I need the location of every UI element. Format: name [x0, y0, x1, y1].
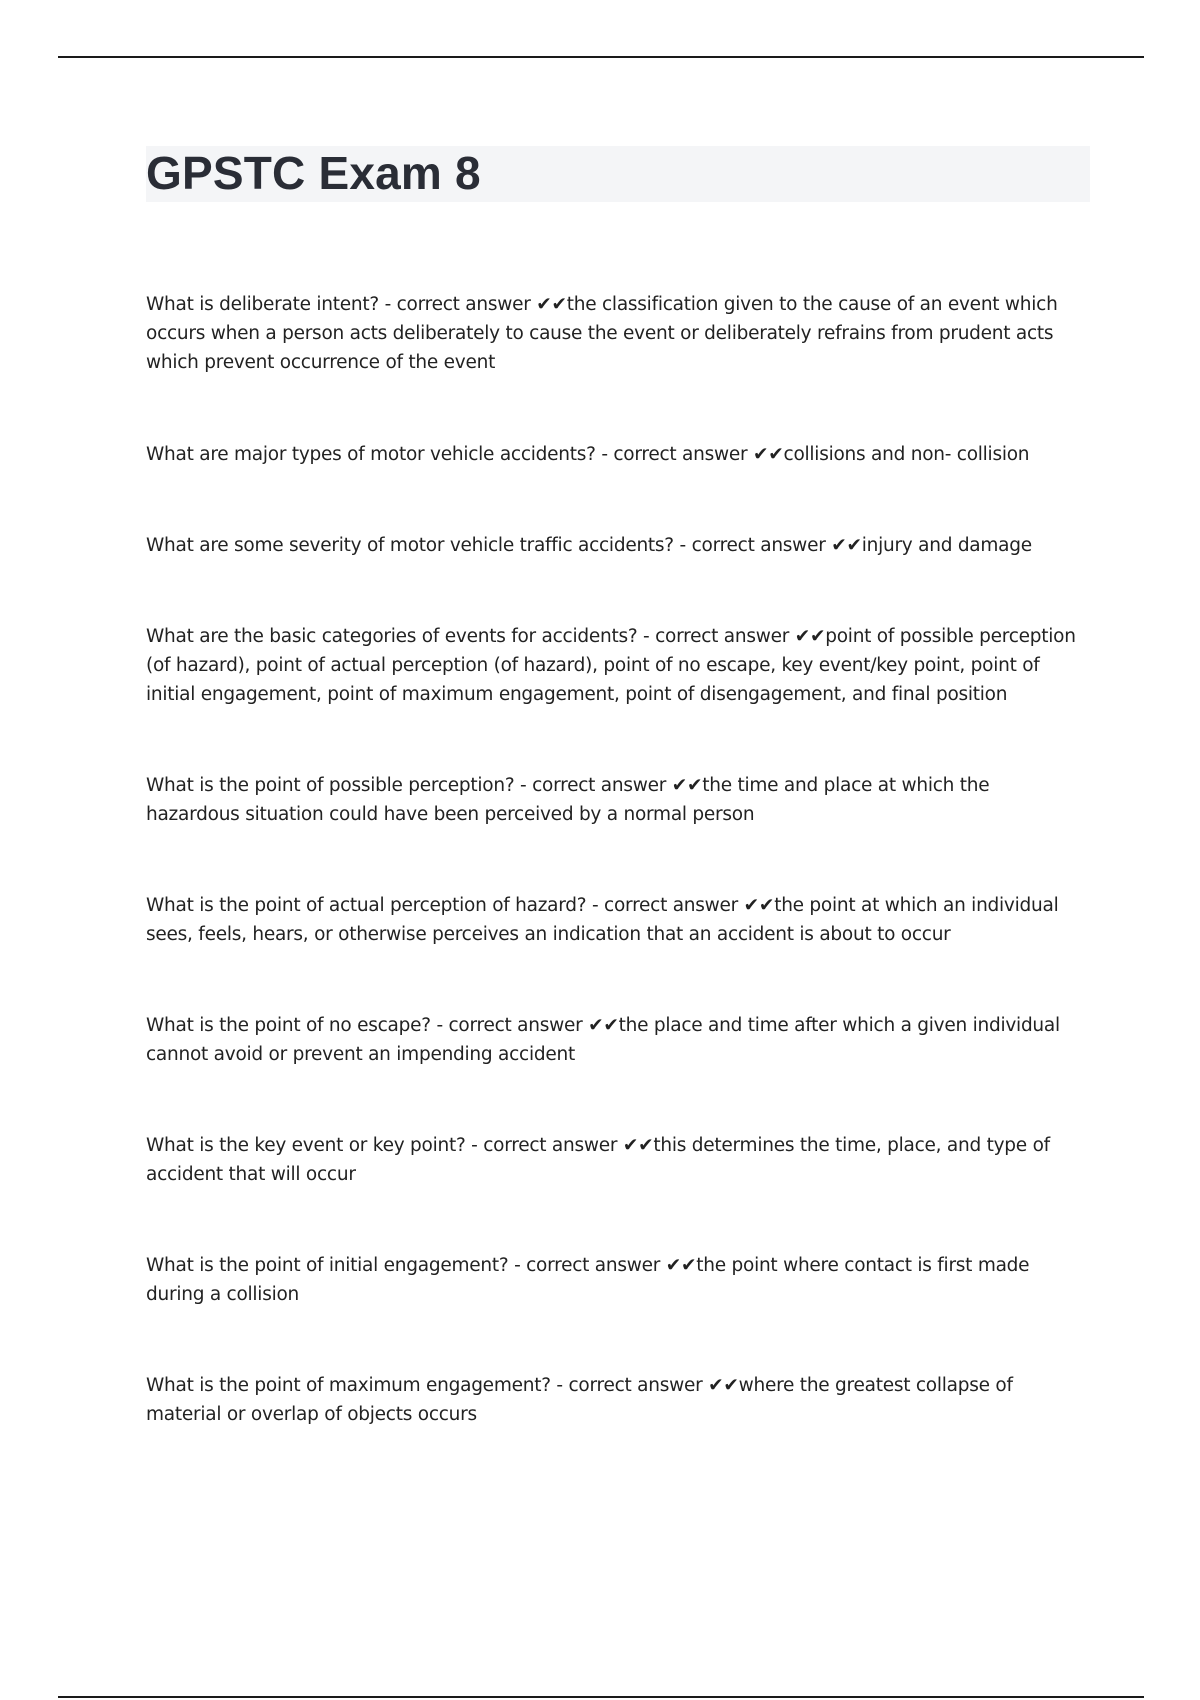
- qa-item: [146, 1131, 1086, 1189]
- separator: -: [586, 895, 605, 916]
- check-marks-icon: ✔✔: [665, 1255, 697, 1276]
- page-title: GPSTC Exam 8: [146, 147, 481, 199]
- qa-item: [146, 1371, 1086, 1429]
- qa-item: [146, 771, 1086, 829]
- qa-item: [146, 440, 1086, 469]
- answer-label: correct answer: [568, 1375, 703, 1396]
- answer-text: collisions and non- collision: [783, 444, 1030, 465]
- answer-text: injury and damage: [861, 535, 1032, 556]
- check-marks-icon: ✔✔: [831, 535, 862, 556]
- answer-text: the time and place at which the hazardous situation could have been perceived by a normal person: [146, 775, 990, 825]
- separator: -: [673, 535, 692, 556]
- question-text: What are some severity of motor vehicle traffic accidents?: [146, 535, 674, 556]
- separator: -: [430, 1015, 449, 1036]
- check-marks-icon: ✔✔: [588, 1015, 619, 1036]
- answer-text: point of possible perception (of hazard), point of actual perception (of hazard), point of no escape, key event/key point, point of initial engagement, point of maximum engagement, point of disengagement, and final position: [146, 626, 1076, 705]
- answer-label: correct answer: [532, 775, 667, 796]
- check-marks-icon: ✔✔: [753, 444, 784, 465]
- answer-text: the point at which an individual sees, feels, hears, or otherwise perceives an indication that an accident is about to occur: [146, 895, 1059, 945]
- question-text: What is the point of possible perception?: [146, 775, 515, 796]
- check-marks-icon: ✔✔: [743, 895, 775, 916]
- question-text: What is deliberate intent?: [146, 294, 379, 315]
- question-text: What is the point of actual perception of hazard?: [146, 895, 587, 916]
- answer-text: the classification given to the cause of an event which occurs when a person acts deliberately to cause the event or deliberately refrains from prudent acts which prevent occurrence of the event: [146, 294, 1058, 373]
- qa-item: [146, 1251, 1086, 1309]
- separator: -: [514, 775, 533, 796]
- separator: -: [465, 1135, 484, 1156]
- answer-text: the place and time after which a given individual cannot avoid or prevent an impending accident: [146, 1015, 1060, 1065]
- question-text: What are major types of motor vehicle accidents?: [146, 444, 596, 465]
- bottom-rule: [58, 1696, 1144, 1698]
- answer-text: this determines the time, place, and type of accident that will occur: [146, 1135, 1050, 1185]
- answer-label: correct answer: [655, 626, 790, 647]
- answer-text: where the greatest collapse of material or overlap of objects occurs: [146, 1375, 1013, 1425]
- question-text: What is the point of no escape?: [146, 1015, 431, 1036]
- answer-label: correct answer: [483, 1135, 618, 1156]
- qa-item: [146, 290, 1086, 377]
- check-marks-icon: ✔✔: [708, 1375, 739, 1396]
- qa-item: [146, 622, 1086, 709]
- separator: -: [595, 444, 614, 465]
- answer-label: correct answer: [526, 1255, 661, 1276]
- separator: -: [508, 1255, 527, 1276]
- check-marks-icon: ✔✔: [622, 1135, 654, 1156]
- separator: -: [550, 1375, 569, 1396]
- question-text: What are the basic categories of events for accidents?: [146, 626, 638, 647]
- qa-item: [146, 531, 1086, 560]
- answer-label: correct answer: [613, 444, 748, 465]
- question-text: What is the point of maximum engagement?: [146, 1375, 551, 1396]
- answer-label: correct answer: [691, 535, 826, 556]
- qa-item: [146, 891, 1086, 949]
- qa-item: [146, 1011, 1086, 1069]
- answer-text: the point where contact is first made during a collision: [146, 1255, 1030, 1305]
- top-rule: [58, 56, 1144, 58]
- answer-label: correct answer: [604, 895, 739, 916]
- question-text: What is the key event or key point?: [146, 1135, 466, 1156]
- check-marks-icon: ✔✔: [794, 626, 826, 647]
- separator: -: [637, 626, 656, 647]
- answer-label: correct answer: [396, 294, 531, 315]
- check-marks-icon: ✔✔: [671, 775, 703, 796]
- answer-label: correct answer: [448, 1015, 583, 1036]
- separator: -: [378, 294, 397, 315]
- check-marks-icon: ✔✔: [536, 294, 567, 315]
- question-text: What is the point of initial engagement?: [146, 1255, 509, 1276]
